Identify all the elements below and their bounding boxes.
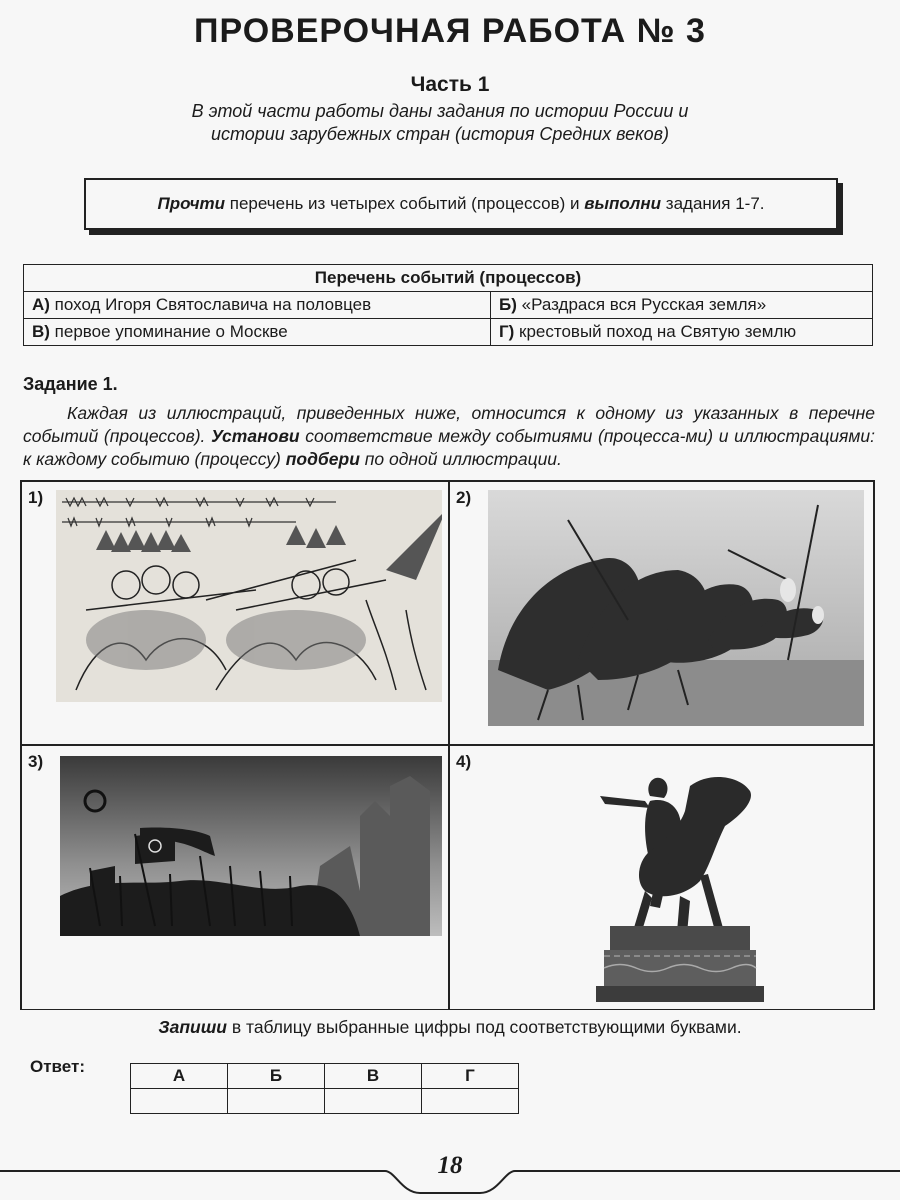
- answer-cell-b[interactable]: [228, 1089, 325, 1114]
- illustration-cell-3: [21, 745, 449, 1010]
- part-description: [140, 100, 740, 146]
- part-description-line-2: истории зарубежных стран (история Средних веков): [210, 124, 670, 144]
- part-title: Часть 1: [410, 73, 490, 96]
- page-title: ПРОВЕРОЧНАЯ РАБОТА № 3: [194, 12, 706, 50]
- task-text-part: по одной иллюстрации.: [359, 449, 562, 469]
- illustration-cell-4: [449, 745, 874, 1010]
- chronicle-miniature-image: [56, 490, 442, 702]
- event-text: первое упоминание о Москве: [49, 322, 288, 341]
- illustration-number: 1): [28, 488, 44, 507]
- record-instruction: [0, 1017, 900, 1038]
- answer-label: Ответ:: [30, 1057, 85, 1076]
- task-title: Задание 1.: [23, 374, 118, 394]
- events-table-header: Перечень событий (процессов): [24, 265, 873, 292]
- answer-cell-v[interactable]: [325, 1089, 422, 1114]
- table-row: [24, 319, 873, 346]
- event-text: поход Игоря Святославича на половцев: [49, 295, 372, 314]
- task-text-part: Каждая из иллюстраций, приведенных ниже, относится к одному из указанных в перечне событий (процессов).: [23, 403, 875, 446]
- table-row: [131, 1089, 519, 1114]
- answer-header-b: Б: [228, 1064, 325, 1089]
- events-table: [23, 264, 873, 346]
- event-g: [491, 319, 873, 346]
- equestrian-monument-image: [590, 756, 765, 1004]
- event-letter: Б): [499, 295, 517, 314]
- illustrations-grid: [20, 480, 875, 1010]
- table-row: [24, 292, 873, 319]
- event-text: «Раздрася вся Русская земля»: [516, 295, 767, 314]
- instruction-bold-do: выполни: [584, 194, 662, 213]
- task-bold-establish: Установи: [211, 426, 300, 446]
- instruction-text-1: перечень из четырех событий (процессов) и: [225, 194, 585, 213]
- instruction-box: [84, 178, 838, 230]
- instruction-text-2: задания 1-7.: [661, 194, 765, 213]
- answer-cell-g[interactable]: [422, 1089, 519, 1114]
- task-text: [23, 402, 875, 471]
- event-letter: А): [32, 295, 50, 314]
- army-banners-image: [60, 756, 442, 936]
- record-bold-write: Запиши: [158, 1017, 227, 1037]
- illustration-number: 3): [28, 752, 44, 771]
- task-bold-select: подбери: [285, 449, 360, 469]
- page-number: 18: [437, 1152, 463, 1179]
- answer-header-v: В: [325, 1064, 422, 1089]
- answer-header-g: Г: [422, 1064, 519, 1089]
- event-a: [24, 292, 491, 319]
- task-text-part: соответствие между событиями (процесса-ми) и иллюстрациями: к каждому событию (процессу): [23, 426, 875, 469]
- event-letter: В): [32, 322, 50, 341]
- event-b: [491, 292, 873, 319]
- answer-header-a: А: [131, 1064, 228, 1089]
- answer-cell-a[interactable]: [131, 1089, 228, 1114]
- instruction-bold-read: Прочти: [157, 194, 226, 213]
- event-v: [24, 319, 491, 346]
- illustration-cell-2: [449, 481, 874, 745]
- event-text: крестовый поход на Святую землю: [514, 322, 797, 341]
- illustration-cell-1: [21, 481, 449, 745]
- answer-table: [130, 1063, 519, 1114]
- illustration-number: 4): [456, 752, 472, 771]
- part-description-line-1: В этой части работы даны задания по истории России и: [191, 101, 689, 121]
- event-letter: Г): [499, 322, 515, 341]
- crusader-cavalry-image: [488, 490, 864, 726]
- illustration-number: 2): [456, 488, 472, 507]
- table-row: [131, 1064, 519, 1089]
- record-text: в таблицу выбранные цифры под соответствующими буквами.: [226, 1017, 742, 1037]
